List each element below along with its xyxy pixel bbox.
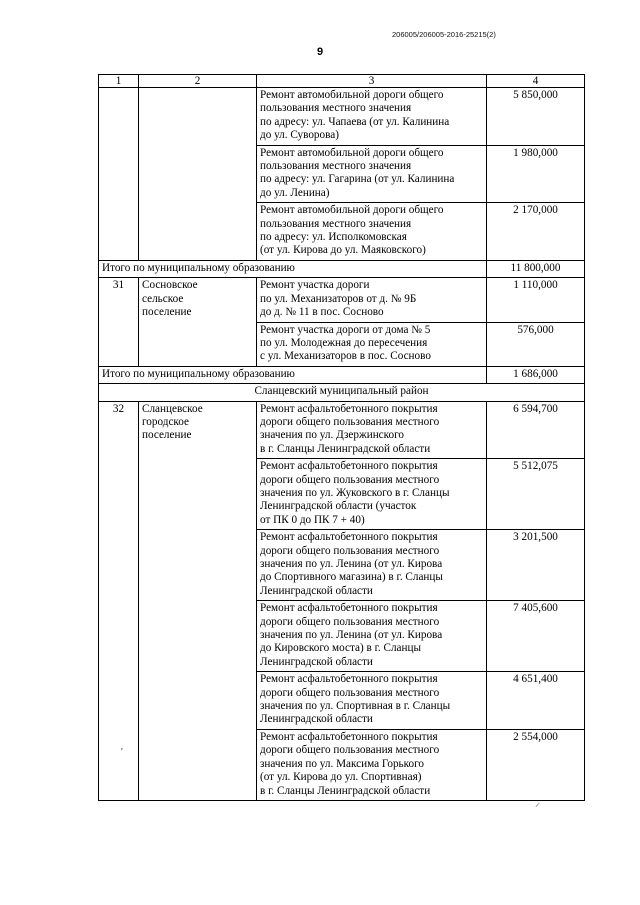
text-line: пользования местного значения — [260, 102, 412, 115]
total-label: Итого по муниципальному образованию — [99, 366, 487, 383]
work-description-cell — [257, 88, 487, 146]
row-number-cell: 31 — [99, 278, 139, 366]
text-line: Ремонт асфальтобетонного покрытия — [260, 730, 438, 743]
text-line: до Спортивного магазина) в г. Сланцы — [260, 571, 443, 584]
text-line: по ул. Механизаторов от д. № 9Б — [260, 292, 417, 305]
column-header: 2 — [139, 75, 257, 88]
text-line: по ул. Молодежная до пересечения — [260, 336, 428, 349]
text-line: дороги общего пользования местного — [260, 744, 440, 757]
text-line: (от ул. Кирова до ул. Спортивная) — [260, 771, 422, 784]
text-line: Ленинградской области — [260, 713, 373, 726]
total-label: Итого по муниципальному образованию — [99, 260, 487, 277]
amount-cell: 4 651,400 — [487, 672, 585, 730]
text-line: Ремонт асфальтобетонного покрытия — [260, 673, 438, 686]
amount-cell: 5 512,075 — [487, 459, 585, 530]
text-line: (от ул. Кирова до ул. Маяковского) — [260, 244, 426, 257]
table-row — [99, 278, 585, 322]
text-line: Ремонт асфальтобетонного покрытия — [260, 460, 438, 473]
amount-cell: 1 110,000 — [487, 278, 585, 322]
municipality-cell — [139, 88, 257, 261]
amount-cell: 3 201,500 — [487, 530, 585, 601]
text-line: Ленинградской области — [260, 655, 373, 668]
section-row — [99, 384, 585, 401]
table-row — [99, 401, 585, 459]
text-line: значения по ул. Ленина (от ул. Кирова — [260, 558, 443, 570]
text-line: по адресу: ул. Чапаева (от ул. Калинина — [260, 115, 450, 128]
text-line: дороги общего пользования местного — [260, 544, 440, 557]
text-line: Ленинградской области (участок — [260, 500, 417, 513]
total-amount: 11 800,000 — [487, 260, 585, 277]
text-line: Ремонт автомобильной дороги общего — [260, 204, 444, 217]
table-header-row — [99, 75, 585, 88]
text-line: в г. Сланцы Ленинградской области — [260, 442, 431, 455]
text-line: Ленинградской области — [260, 584, 373, 597]
total-amount: 1 686,000 — [487, 366, 585, 383]
row-number-cell — [99, 88, 139, 261]
text-line: дороги общего пользования местного — [260, 615, 440, 628]
table-body — [99, 88, 585, 801]
text-line: пользования местного значения — [260, 217, 412, 230]
text-line: Сланцевское — [142, 402, 203, 415]
work-description-cell — [257, 530, 487, 601]
text-line: поселение — [142, 306, 192, 319]
municipality-cell — [139, 401, 257, 800]
text-line: дороги общего пользования местного — [260, 686, 440, 699]
work-description-cell — [257, 729, 487, 800]
text-line: поселение — [142, 429, 192, 442]
municipality-cell — [139, 278, 257, 366]
amount-cell: 2 554,000 — [487, 729, 585, 800]
text-line: до Кировского моста) в г. Сланцы — [260, 642, 421, 655]
text-line: дороги общего пользования местного — [260, 415, 440, 428]
row-number-cell: 32 — [99, 401, 139, 800]
amount-cell: 576,000 — [487, 322, 585, 366]
document-id: 206005/206005-2016-25215(2) — [392, 30, 496, 39]
amount-cell: 1 980,000 — [487, 145, 585, 203]
text-line: сельское — [142, 292, 184, 305]
text-line: Ремонт автомобильной дороги общего — [260, 89, 444, 101]
text-line: до д. № 11 в пос. Сосново — [260, 306, 384, 319]
text-line: в г. Сланцы Ленинградской области — [260, 784, 431, 797]
text-line: от ПК 0 до ПК 7 + 40) — [260, 513, 365, 526]
page-number: 9 — [316, 46, 324, 58]
text-line: значения по ул. Дзержинского — [260, 429, 405, 442]
text-line: Ремонт асфальтобетонного покрытия — [260, 402, 438, 415]
work-description-cell — [257, 672, 487, 730]
stray-mark: ⸝ — [535, 798, 540, 809]
amount-cell: 7 405,600 — [487, 601, 585, 672]
stray-mark: ' — [121, 747, 123, 758]
text-line: Ремонт участка дороги от дома № 5 — [260, 323, 431, 336]
work-description-cell — [257, 145, 487, 203]
amount-cell: 2 170,000 — [487, 203, 585, 261]
text-line: Ремонт автомобильной дороги общего — [260, 146, 444, 159]
text-line: по адресу: ул. Исполкомовская — [260, 231, 407, 244]
work-description-cell — [257, 278, 487, 322]
work-description-cell — [257, 601, 487, 672]
text-line: до ул. Суворова) — [260, 129, 339, 142]
text-line: по адресу: ул. Гагарина (от ул. Калинина — [260, 173, 455, 186]
amount-cell: 6 594,700 — [487, 401, 585, 459]
text-line: Ремонт асфальтобетонного покрытия — [260, 602, 438, 615]
section-title: Сланцевский муниципальный район — [99, 384, 585, 401]
text-line: дороги общего пользования местного — [260, 473, 440, 486]
text-line: пользования местного значения — [260, 160, 412, 173]
text-line: Ремонт участка дороги — [260, 279, 370, 292]
text-line: городское — [142, 415, 189, 428]
text-line: значения по ул. Спортивная в г. Сланцы — [260, 700, 451, 713]
amount-cell: 5 850,000 — [487, 88, 585, 146]
text-line: значения по ул. Максима Горького — [260, 757, 425, 770]
text-line: Ремонт асфальтобетонного покрытия — [260, 531, 438, 544]
work-description-cell — [257, 401, 487, 459]
work-description-cell — [257, 203, 487, 261]
text-line: с ул. Механизаторов в пос. Сосново — [260, 350, 431, 363]
column-header: 3 — [257, 75, 487, 88]
text-line: значения по ул. Жуковского в г. Сланцы — [260, 486, 450, 499]
text-line: Сосновское — [142, 279, 198, 292]
column-header: 1 — [99, 75, 139, 88]
text-line: значения по ул. Ленина (от ул. Кирова — [260, 629, 443, 642]
work-description-cell — [257, 459, 487, 530]
text-line: до ул. Ленина) — [260, 186, 330, 199]
work-description-cell — [257, 322, 487, 366]
column-header: 4 — [487, 75, 585, 88]
budget-table — [98, 74, 585, 801]
total-row — [99, 260, 585, 277]
total-row — [99, 366, 585, 383]
table-row — [99, 88, 585, 146]
